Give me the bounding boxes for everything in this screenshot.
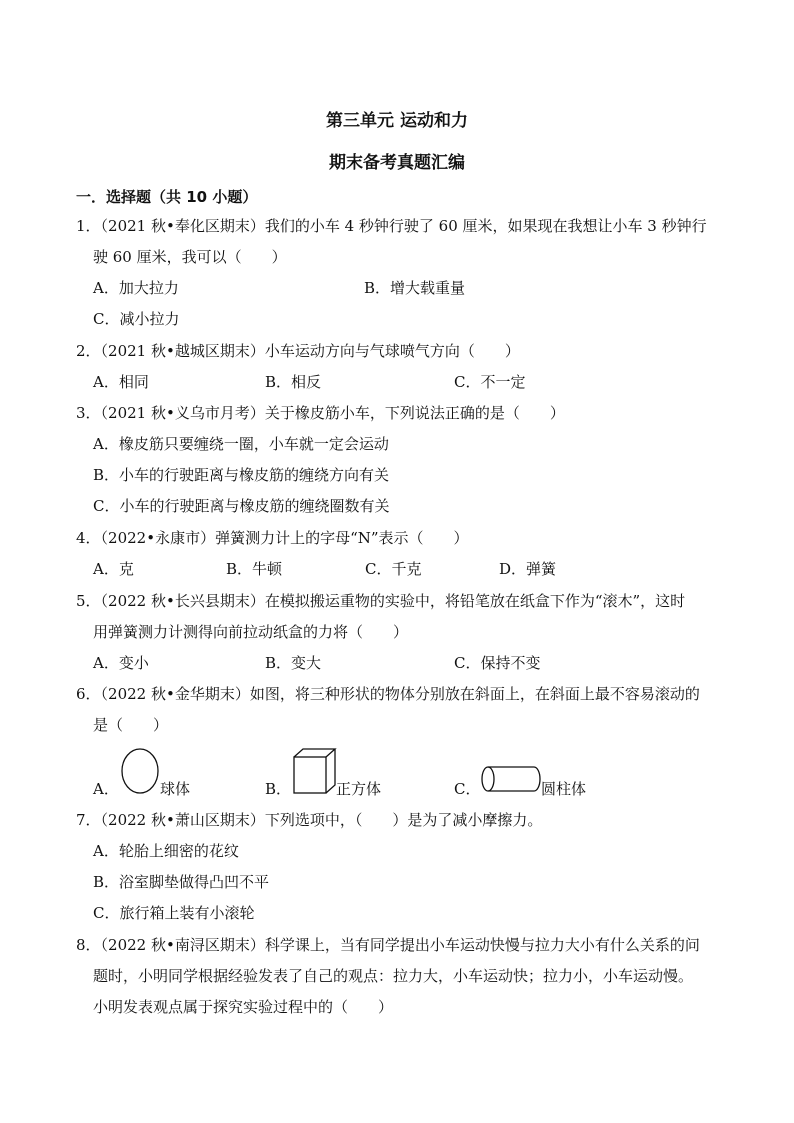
question-8-line-2: 题时，小明同学根据经验发表了自己的观点：拉力大，小车运动快；拉力小，小车运动慢。 bbox=[93, 967, 694, 985]
q4-option-c: C．千克 bbox=[365, 560, 422, 578]
q2-option-b: B．相反 bbox=[265, 373, 322, 391]
q6-option-c: C． bbox=[454, 780, 481, 798]
question-8-line-3: 小明发表观点属于探究实验过程中的（ ） bbox=[93, 998, 394, 1016]
q7-option-a: A．轮胎上细密的花纹 bbox=[93, 842, 239, 860]
question-5-line-2: 用弹簧测力计测得向前拉动纸盒的力将（ ） bbox=[93, 623, 409, 641]
sphere-figure bbox=[120, 747, 162, 795]
question-4-line-1: 4．（2022•永康市）弹簧测力计上的字母“N”表示（ ） bbox=[76, 529, 469, 547]
q1-option-a: A．加大拉力 bbox=[93, 279, 179, 297]
q1-option-b: B．增大载重量 bbox=[364, 279, 466, 297]
q3-option-b: B．小车的行驶距离与橡皮筋的缠绕方向有关 bbox=[93, 466, 390, 484]
unit-title: 第三单元 运动和力 bbox=[326, 111, 468, 131]
cylinder-figure bbox=[480, 764, 544, 794]
question-5-line-1: 5．（2022 秋•长兴县期末）在模拟搬运重物的实验中，将铅笔放在纸盒下作为“滚木”，这时 bbox=[76, 592, 686, 610]
q7-option-b: B．浴室脚垫做得凸凹不平 bbox=[93, 873, 270, 891]
q4-option-a: A．克 bbox=[93, 560, 134, 578]
section-heading: 一．选择题（共 10 小题） bbox=[76, 188, 258, 206]
q6-option-c-label: 圆柱体 bbox=[541, 780, 587, 798]
q4-option-d: D．弹簧 bbox=[499, 560, 557, 578]
q6-option-b-label: 正方体 bbox=[336, 780, 382, 798]
q3-option-c: C．小车的行驶距离与橡皮筋的缠绕圈数有关 bbox=[93, 497, 390, 515]
question-6-line-1: 6．（2022 秋•金华期末）如图，将三种形状的物体分别放在斜面上，在斜面上最不容易滚动的 bbox=[76, 685, 700, 703]
question-7-line-1: 7．（2022 秋•萧山区期末）下列选项中，（ ）是为了减小摩擦力。 bbox=[76, 811, 543, 829]
q7-option-c: C．旅行箱上装有小滚轮 bbox=[93, 904, 255, 922]
q6-option-b: B． bbox=[265, 780, 292, 798]
q2-option-c: C．不一定 bbox=[454, 373, 526, 391]
question-2-line-1: 2．（2021 秋•越城区期末）小车运动方向与气球喷气方向（ ） bbox=[76, 342, 520, 360]
q3-option-a: A．橡皮筋只要缠绕一圈，小车就一定会运动 bbox=[93, 435, 389, 453]
q6-option-a: A． bbox=[93, 780, 119, 798]
subtitle: 期末备考真题汇编 bbox=[329, 153, 465, 173]
q5-option-c: C．保持不变 bbox=[454, 654, 541, 672]
question-1-line-1: 1．（2021 秋•奉化区期末）我们的小车 4 秒钟行驶了 60 厘米，如果现在我想让小车 3 秒钟行 bbox=[76, 217, 707, 235]
question-3-line-1: 3．（2021 秋•义乌市月考）关于橡皮筋小车，下列说法正确的是（ ） bbox=[76, 404, 565, 422]
q5-option-a: A．变小 bbox=[93, 654, 149, 672]
question-6-line-2: 是（ ） bbox=[93, 716, 169, 734]
question-1-line-2: 驶 60 厘米，我可以（ ） bbox=[93, 248, 287, 266]
q4-option-b: B．牛顿 bbox=[226, 560, 283, 578]
q5-option-b: B．变大 bbox=[265, 654, 322, 672]
q2-option-a: A．相同 bbox=[93, 373, 149, 391]
cube-figure bbox=[292, 747, 338, 795]
q1-option-c: C．减小拉力 bbox=[93, 310, 180, 328]
q6-option-a-label: 球体 bbox=[160, 780, 191, 798]
question-8-line-1: 8．（2022 秋•南浔区期末）科学课上，当有同学提出小车运动快慢与拉力大小有什么关系的问 bbox=[76, 936, 700, 954]
